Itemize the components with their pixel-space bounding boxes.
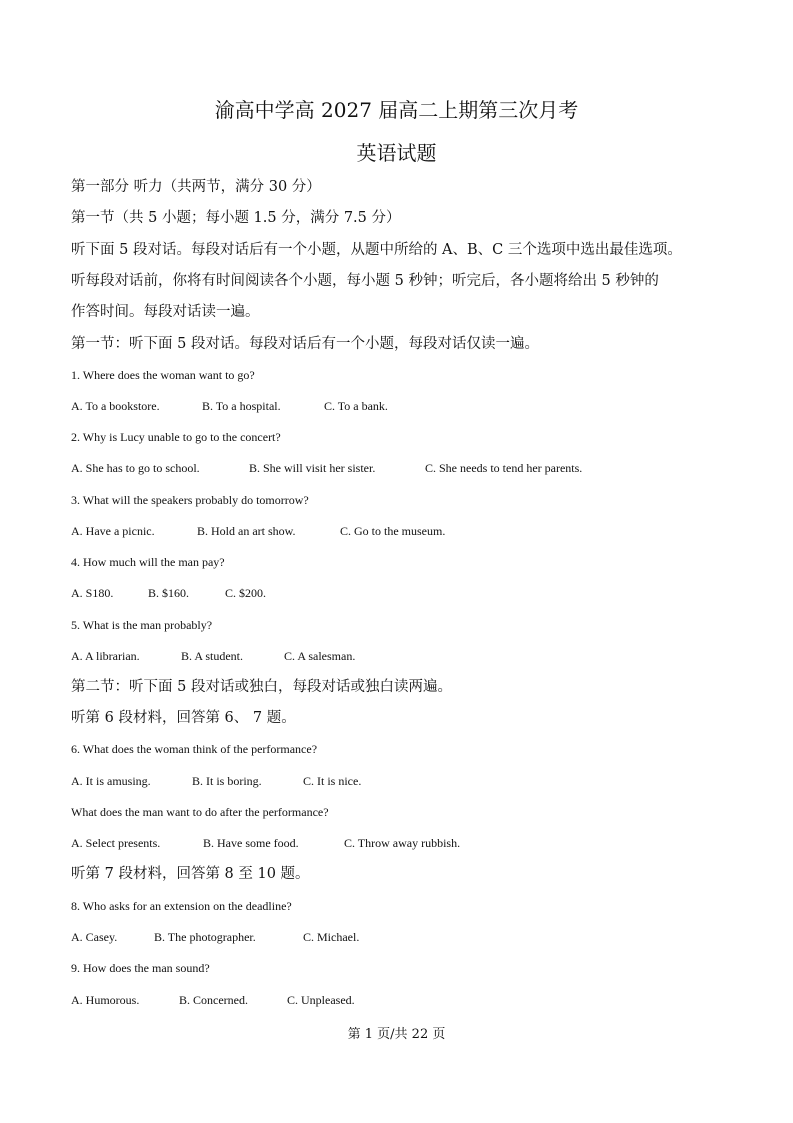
question-9-option-a: A. Humorous.: [71, 993, 140, 1007]
exam-subtitle: 英语试题: [356, 141, 437, 165]
question-8-stem: 8. Who asks for an extension on the deadline?: [71, 899, 292, 913]
page-number: 第 1 页/共 22 页: [347, 1027, 446, 1042]
question-2-option-b: B. She will visit her sister.: [249, 461, 376, 475]
question-4-options: [71, 583, 266, 603]
part2-direction: 第二节：听下面 5 段对话或独白，每段对话或独白读两遍。: [71, 679, 452, 695]
question-2-option-c: C. She needs to tend her parents.: [425, 461, 583, 475]
question-7-stem: What does the man want to do after the performance?: [71, 805, 329, 819]
instructions-line-3: 作答时间。每段对话读一遍。: [71, 304, 260, 320]
exam-title: 渝高中学高 2027 届高二上期第三次月考: [214, 98, 579, 122]
question-6-options: [71, 771, 361, 791]
question-9-stem: 9. How does the man sound?: [71, 961, 210, 975]
question-7-option-b: B. Have some food.: [203, 836, 299, 850]
question-2-option-a: A. She has to go to school.: [71, 461, 200, 475]
question-2-stem: 2. Why is Lucy unable to go to the concert?: [71, 430, 281, 444]
question-3-option-c: C. Go to the museum.: [340, 524, 446, 538]
question-2-options: [71, 458, 582, 478]
question-1-option-a: A. To a bookstore.: [71, 399, 160, 413]
question-5-option-a: A. A librarian.: [71, 649, 140, 663]
question-1-option-c: C. To a bank.: [324, 399, 388, 413]
question-7-option-c: C. Throw away rubbish.: [344, 836, 461, 850]
question-9-option-b: B. Concerned.: [179, 993, 248, 1007]
question-3-option-a: A. Have a picnic.: [71, 524, 155, 538]
part1-heading: 第一节（共 5 小题；每小题 1.5 分，满分 7.5 分）: [71, 210, 401, 226]
question-5-option-b: B. A student.: [181, 649, 244, 663]
question-1-options: [71, 396, 388, 416]
question-8-options: [71, 927, 359, 947]
material-7-heading: 听第 7 段材料，回答第 8 至 10 题。: [71, 866, 310, 882]
instructions-line-2: 听每段对话前，你将有时间阅读各个小题，每小题 5 秒钟；听完后，各小题将给出 5 秒钟的: [71, 273, 659, 289]
question-9-option-c: C. Unpleased.: [287, 993, 355, 1007]
material-6-heading: 听第 6 段材料，回答第 6、 7 题。: [71, 710, 296, 726]
question-6-option-b: B. It is boring.: [192, 774, 262, 788]
question-5-options: [71, 646, 355, 666]
question-3-options: [71, 521, 445, 541]
instructions-line-1: 听下面 5 段对话。每段对话后有一个小题，从题中所给的 A、B、C 三个选项中选出最佳选项。: [71, 242, 682, 258]
question-7-options: [71, 833, 460, 853]
question-6-stem: 6. What does the woman think of the performance?: [71, 742, 318, 756]
question-3-option-b: B. Hold an art show.: [197, 524, 296, 538]
section-heading: 第一部分 听力（共两节，满分 30 分）: [71, 179, 321, 195]
question-9-options: [71, 990, 355, 1010]
part1-direction: 第一节：听下面 5 段对话。每段对话后有一个小题，每段对话仅读一遍。: [71, 336, 539, 352]
question-7-option-a: A. Select presents.: [71, 836, 161, 850]
question-1-stem: 1. Where does the woman want to go?: [71, 368, 255, 382]
question-8-option-a: A. Casey.: [71, 930, 118, 944]
question-6-option-c: C. It is nice.: [303, 774, 362, 788]
question-4-stem: 4. How much will the man pay?: [71, 555, 225, 569]
question-8-option-c: C. Michael.: [303, 930, 360, 944]
question-8-option-b: B. The photographer.: [154, 930, 256, 944]
question-5-stem: 5. What is the man probably?: [71, 618, 213, 632]
question-1-option-b: B. To a hospital.: [202, 399, 281, 413]
question-4-option-b: B. $160.: [148, 586, 190, 600]
question-4-option-c: C. $200.: [225, 586, 267, 600]
question-4-option-a: A. S180.: [71, 586, 114, 600]
question-5-option-c: C. A salesman.: [284, 649, 356, 663]
question-3-stem: 3. What will the speakers probably do tomorrow?: [71, 493, 309, 507]
question-6-option-a: A. It is amusing.: [71, 774, 151, 788]
